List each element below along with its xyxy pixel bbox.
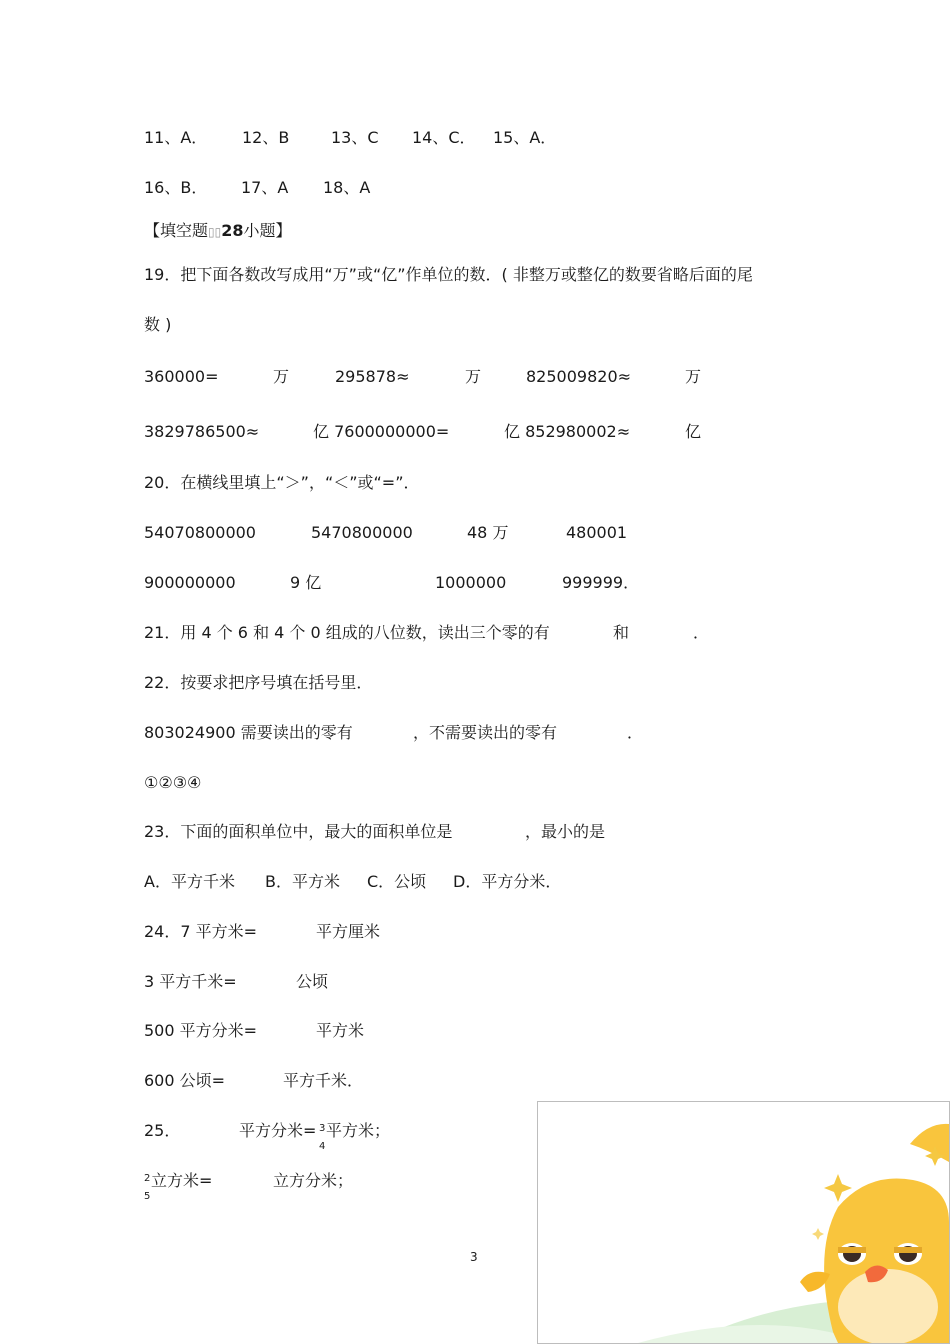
q24-line1-b: 平方厘米 bbox=[316, 922, 381, 941]
q23-option-a: A．平方千米 bbox=[144, 872, 235, 891]
q25-frac-b-numerator: 2 bbox=[144, 1173, 151, 1184]
q20-item: 5470800000 bbox=[311, 523, 413, 542]
q19-unit: 万 bbox=[465, 367, 482, 386]
q24-line2-b: 公顷 bbox=[296, 972, 329, 991]
q25-number: 25． bbox=[144, 1121, 181, 1140]
q19-item: 295878≈ bbox=[335, 367, 410, 386]
q25-unit-b: 立方米= bbox=[151, 1171, 213, 1190]
q22-marks: ①②③④ bbox=[144, 773, 202, 792]
q24-line4-b: 平方千米． bbox=[283, 1071, 364, 1090]
q19-item: 亿 852980002≈ bbox=[504, 422, 631, 441]
q20-item: 999999． bbox=[562, 573, 640, 592]
answer-12: 12、B bbox=[242, 128, 290, 147]
q19-item: 825009820≈ bbox=[526, 367, 632, 386]
q23-option-b: B．平方米 bbox=[265, 872, 340, 891]
q22-part-b: ，不需要读出的零有 bbox=[413, 723, 558, 742]
q19-title: 19．把下面各数改写成用“万”或“亿”作单位的数．( 非整万或整亿的数要省略后面的尾 bbox=[144, 265, 753, 284]
q19-title-cont: 数 ) bbox=[144, 315, 172, 334]
q19-unit: 万 bbox=[273, 367, 290, 386]
q19-item: 亿 7600000000= bbox=[313, 422, 450, 441]
q25-frac-a-denominator: 4 bbox=[319, 1141, 326, 1152]
q21-end: ． bbox=[693, 623, 710, 642]
q23-option-d: D．平方分米． bbox=[453, 872, 562, 891]
q20-item: 1000000 bbox=[435, 573, 507, 592]
q19-item: 3829786500≈ bbox=[144, 422, 260, 441]
q21-and: 和 bbox=[613, 623, 630, 642]
section-count: 28 bbox=[221, 221, 244, 240]
q25-end-b: 立方分米； bbox=[273, 1171, 354, 1190]
q19-unit: 万 bbox=[685, 367, 702, 386]
answer-16: 16、B． bbox=[144, 178, 208, 197]
answer-18: 18、A bbox=[323, 178, 371, 197]
section-suffix: 小题】 bbox=[243, 221, 292, 240]
q21-text: 21．用 4 个 6 和 4 个 0 组成的八位数，读出三个零的有 bbox=[144, 623, 550, 642]
q19-item: 360000= bbox=[144, 367, 219, 386]
mascot-illustration bbox=[538, 1102, 949, 1343]
q20-title: 20．在横线里填上“＞”，“＜”或“=”． bbox=[144, 473, 420, 492]
q20-item: 900000000 bbox=[144, 573, 236, 592]
q24-line4-a: 600 公顷= bbox=[144, 1071, 226, 1090]
answer-13: 13、C bbox=[331, 128, 379, 147]
q22-end: ． bbox=[627, 723, 644, 742]
q20-item: 54070800000 bbox=[144, 523, 256, 542]
answer-15: 15、A． bbox=[493, 128, 557, 147]
q24-line2-a: 3 平方千米= bbox=[144, 972, 237, 991]
answer-17: 17、A bbox=[241, 178, 289, 197]
section-prefix: 【填空题 bbox=[144, 221, 209, 240]
q20-item: 480001 bbox=[566, 523, 628, 542]
q24-line3-b: 平方米 bbox=[316, 1021, 365, 1040]
mascot-card bbox=[537, 1101, 950, 1344]
q25-frac-b-denominator: 5 bbox=[144, 1191, 151, 1202]
q24-line3-a: 500 平方分米= bbox=[144, 1021, 258, 1040]
q25-frac-a-numerator: 3 bbox=[319, 1123, 326, 1134]
answer-14: 14、C． bbox=[412, 128, 476, 147]
q22-part-a: 803024900 需要读出的零有 bbox=[144, 723, 353, 742]
q22-title: 22．按要求把序号填在括号里． bbox=[144, 673, 373, 692]
section-heading bbox=[144, 221, 292, 242]
answer-11: 11、A． bbox=[144, 128, 208, 147]
q23-text2: ，最小的是 bbox=[525, 822, 606, 841]
q23-option-c: C．公顷 bbox=[367, 872, 427, 891]
page-number: 3 bbox=[470, 1250, 478, 1264]
q20-item: 9 亿 bbox=[290, 573, 322, 592]
q24-line1-a: 24．7 平方米= bbox=[144, 922, 258, 941]
q19-unit: 亿 bbox=[685, 422, 702, 441]
section-garbled-glyphs: ▯▯ bbox=[208, 225, 222, 239]
q20-item: 48 万 bbox=[467, 523, 509, 542]
q23-text: 23．下面的面积单位中，最大的面积单位是 bbox=[144, 822, 453, 841]
q25-part-a: 平方分米= bbox=[239, 1121, 317, 1140]
q25-unit-a: 平方米； bbox=[326, 1121, 391, 1140]
